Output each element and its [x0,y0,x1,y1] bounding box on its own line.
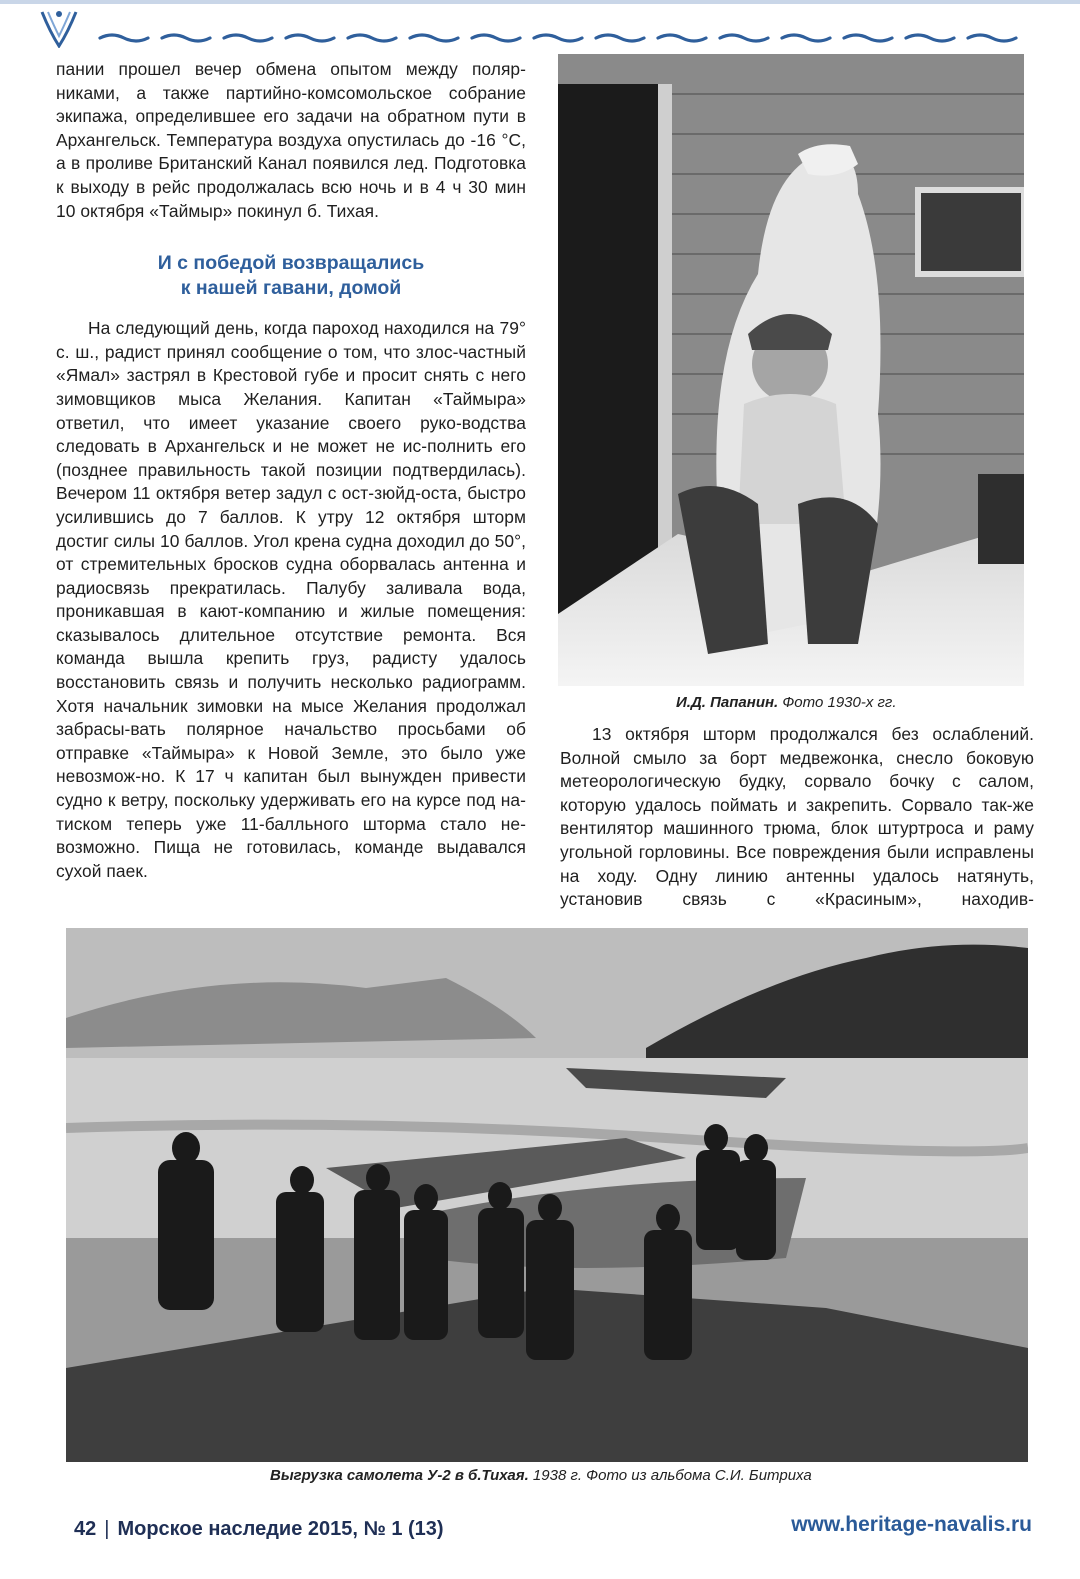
right-paragraph: 13 октября шторм продолжался без ослаблений. Волной смыло за борт медвежонка, снесло боковую метеорологическую будку, сорвало бочку с салом, которую удалось поймать и закрепить. Сорвало так-же вентилятор машинного трюма, блок штуртроса и раму угольной горловины. Все повреждения были исправлены на ходу. Одну линию антенны удалось натянуть, установив связь с «Красиным», находив- [560,724,1034,910]
left-column [56,58,526,883]
intro-paragraph: пании прошел вечер обмена опытом между поляр-никами, а также партийно-комсомольское собрание экипажа, определившее его задачи на обратном пути в Архангельск. Температура воздуха опустилась до -16 °С, а в проливе Британский Канал появился лед. Подготовка к выходу в рейс продолжалась всю ночь и в 4 ч 30 мин 10 октября «Таймыр» покинул б. Тихая. [56,59,526,221]
main-paragraph: На следующий день, когда пароход находился на 79° с. ш., радист принял сообщение о том, что злос-частный «Ямал» застрял в Крестовой губе и просит снять с него зимовщиков мыса Желания. Капитан «Таймыра» ответил, что имеет указание своего руко-водства следовать в Архангельск и не может не ис-полнить его (позднее правильность такой позиции подтвердилась). Вечером 11 октября ветер задул с ост-зюйд-оста, быстро усилившись до 7 баллов. К утру 12 октября шторм достиг силы 10 баллов. Угол крена судна доходил до 50°, от стремительных бросков судна оборвалась антенна и радиосвязь прекратилась. Палубу заливала вода, проникавшая в кают-компанию и жилые помещения: сказывалось длительное отсутствие ремонта. Вся команда вышла крепить груз, радисту удалось восстановить связь и получить несколько радиограмм. Хотя начальник зимовки на мысе Желания продолжал забрасы-вать полярное начальство просьбами об отправке «Таймыра» к Новой Земле, это было уже невозмож-но. К 17 ч капитан был вынужден привести судно к ветру, поскольку удерживать его на курсе под на-тиском теперь уже 11-балльного шторма стало не-возможно. Пища не готовилась, команде выдавался сухой паек. [56,318,526,881]
bear-photo-caption [676,694,896,711]
top-rule [0,0,1080,4]
section-heading [56,251,526,301]
bear-caption-name: И.Д. Папанин. [676,694,779,711]
plane-unloading-photo [66,928,1028,1462]
page-number: 42 [74,1518,97,1540]
plane-photo-caption [270,1467,812,1484]
bear-caption-rest: Фото 1930-х гг. [778,694,897,711]
papanin-bear-photo [558,54,1024,686]
website-link[interactable]: www.heritage-navalis.ru [791,1513,1032,1536]
section-heading-line1: И с победой возвращались [157,252,425,275]
magazine-title: Морское наследие 2015, № 1 (13) [117,1518,444,1540]
page-footer [74,1518,444,1541]
section-heading-line2: к нашей гавани, домой [180,277,402,300]
anchor-wave-logo-icon [36,6,82,48]
wave-line-icon [30,6,1040,50]
right-column [560,723,1034,912]
plane-caption-rest: 1938 г. Фото из альбома С.И. Битриха [528,1467,812,1484]
plane-caption-title: Выгрузка самолета У-2 в б.Тихая. [270,1467,529,1484]
footer-separator: | [104,1518,110,1540]
